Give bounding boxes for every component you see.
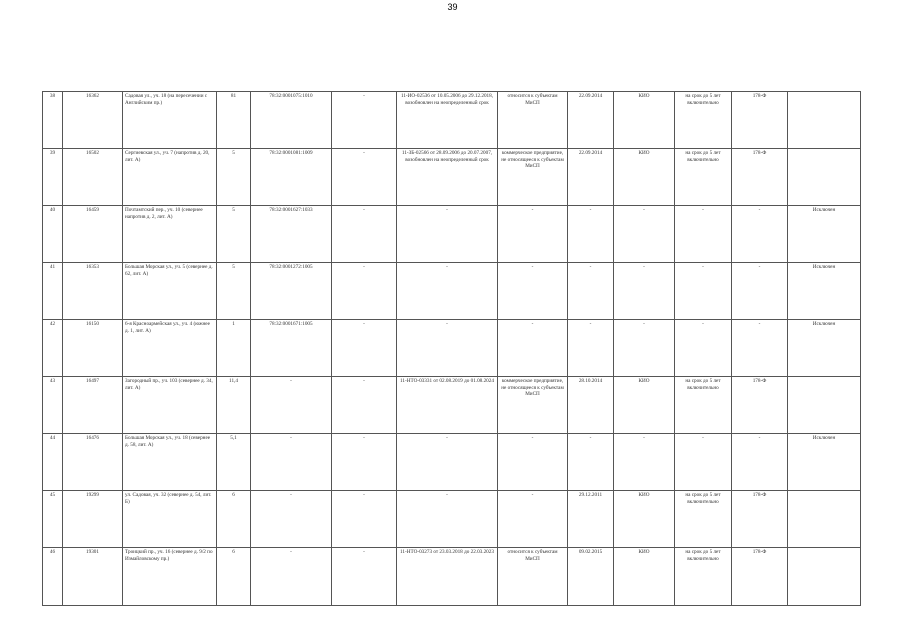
area-cell: 6 <box>217 491 251 548</box>
term-cell: на срок до 5 лет включительно <box>675 491 732 548</box>
organization-cell: КИО <box>614 377 675 434</box>
term-cell: на срок до 5 лет включительно <box>675 377 732 434</box>
organization-cell: - <box>614 434 675 491</box>
law-cell: - <box>732 206 788 263</box>
date-cell: 29.12.2011 <box>568 491 614 548</box>
table-row <box>43 263 861 320</box>
contract-cell: - <box>397 320 498 377</box>
contract-cell: 11-ЗБ-02566 от 28.09.2006 до 20.07.2007, возобновлен на неопределенный срок <box>397 149 498 206</box>
organization-cell: КИО <box>614 548 675 606</box>
tenant-status-cell: коммерческое предприятие, не относящееся к субъектам МиСП <box>498 377 568 434</box>
area-cell: 11,4 <box>217 377 251 434</box>
address-cell: Садовая ул., уч. 18 (на пересечении с Английским пр.) <box>123 92 217 149</box>
row-number: 43 <box>43 377 63 434</box>
organization-cell: - <box>614 320 675 377</box>
note-cell: Исключен <box>788 206 861 263</box>
law-cell: - <box>732 263 788 320</box>
term-cell: - <box>675 263 732 320</box>
term-cell: - <box>675 320 732 377</box>
contract-cell: 11-НТО-03273 от 23.03.2018 до 22.03.2023 <box>397 548 498 606</box>
area-cell: 5 <box>217 263 251 320</box>
row-number: 42 <box>43 320 63 377</box>
table-row <box>43 491 861 548</box>
law-cell: - <box>732 434 788 491</box>
date-cell: 09.02.2015 <box>568 548 614 606</box>
row-number: 44 <box>43 434 63 491</box>
note-cell: Исключен <box>788 263 861 320</box>
contract-cell: 11-НТО-03331 от 02.08.2019 до 01.08.2024 <box>397 377 498 434</box>
term-cell: - <box>675 206 732 263</box>
date-cell: - <box>568 434 614 491</box>
table-row <box>43 320 861 377</box>
object-id: 19301 <box>63 548 123 606</box>
note-cell <box>788 491 861 548</box>
date-cell: 22.09.2014 <box>568 149 614 206</box>
law-cell: 178-Ф <box>732 491 788 548</box>
area-cell: 81 <box>217 92 251 149</box>
law-cell: - <box>732 320 788 377</box>
tenant-status-cell: относится к субъектам МиСП <box>498 92 568 149</box>
cadastral-number-cell: 78:32:0001671:1005 <box>251 320 332 377</box>
address-cell: 6-я Красноармейская ул., уч. 4 (южнее д. 1, лит. А) <box>123 320 217 377</box>
contract-cell: - <box>397 434 498 491</box>
area-cell: 6 <box>217 548 251 606</box>
term-cell: на срок до 5 лет включительно <box>675 92 732 149</box>
address-cell: Большая Морская ул., уч. 5 (севернее д. 62, лит. А) <box>123 263 217 320</box>
date-cell: - <box>568 320 614 377</box>
cadastral-number-cell: - <box>251 548 332 606</box>
table-row <box>43 377 861 434</box>
row-number: 41 <box>43 263 63 320</box>
row-number: 40 <box>43 206 63 263</box>
note-cell <box>788 92 861 149</box>
row-number: 46 <box>43 548 63 606</box>
organization-cell: КИО <box>614 491 675 548</box>
date-cell: - <box>568 206 614 263</box>
column-5-cell: - <box>332 149 397 206</box>
contract-cell: - <box>397 206 498 263</box>
column-5-cell: - <box>332 263 397 320</box>
address-cell: ул. Садовая, уч. 32 (севернее д. 54, лит. Б) <box>123 491 217 548</box>
note-cell <box>788 149 861 206</box>
table-row <box>43 548 861 606</box>
column-5-cell: - <box>332 377 397 434</box>
date-cell: - <box>568 263 614 320</box>
law-cell: 178-Ф <box>732 92 788 149</box>
tenant-status-cell: - <box>498 434 568 491</box>
object-id: 16497 <box>63 377 123 434</box>
area-cell: 5 <box>217 206 251 263</box>
column-5-cell: - <box>332 491 397 548</box>
row-number: 45 <box>43 491 63 548</box>
address-cell: Загородный пр., уч. 103 (севернее д. 34, лит. А) <box>123 377 217 434</box>
row-number: 38 <box>43 92 63 149</box>
table-row <box>43 92 861 149</box>
tenant-status-cell: - <box>498 320 568 377</box>
area-cell: 5,1 <box>217 434 251 491</box>
contract-cell: - <box>397 263 498 320</box>
column-5-cell: - <box>332 92 397 149</box>
object-id: 16353 <box>63 263 123 320</box>
object-id: 16459 <box>63 206 123 263</box>
date-cell: 22.09.2014 <box>568 92 614 149</box>
cadastral-number-cell: 78:32:0001075:1010 <box>251 92 332 149</box>
tenant-status-cell: - <box>498 491 568 548</box>
law-cell: 178-Ф <box>732 149 788 206</box>
address-cell: Сергиевская ул., уч. 7 (напротив д. 20, лит. А) <box>123 149 217 206</box>
term-cell: на срок до 5 лет включительно <box>675 149 732 206</box>
address-cell: Большая Морская ул., уч. 18 (севернее д. 58, лит. А) <box>123 434 217 491</box>
table-row <box>43 206 861 263</box>
address-cell: Троицкий пр., уч. 16 (севернее д. 9/2 по Измайловскому пр.) <box>123 548 217 606</box>
cadastral-number-cell: - <box>251 434 332 491</box>
law-cell: 178-Ф <box>732 377 788 434</box>
object-id: 16476 <box>63 434 123 491</box>
term-cell: на срок до 5 лет включительно <box>675 548 732 606</box>
cadastral-number-cell: - <box>251 377 332 434</box>
tenant-status-cell: - <box>498 206 568 263</box>
organization-cell: КИО <box>614 149 675 206</box>
column-5-cell: - <box>332 320 397 377</box>
contract-cell: 11-ИО-02536 от 10.05.2006 до 29.12.2018, возобновлен на неопределенный срок <box>397 92 498 149</box>
note-cell <box>788 548 861 606</box>
object-id: 16362 <box>63 92 123 149</box>
cadastral-number-cell: 78:32:0001272:1005 <box>251 263 332 320</box>
table-row <box>43 149 861 206</box>
object-id: 16150 <box>63 320 123 377</box>
contract-cell: - <box>397 491 498 548</box>
note-cell: Исключен <box>788 320 861 377</box>
column-5-cell: - <box>332 206 397 263</box>
area-cell: 1 <box>217 320 251 377</box>
column-5-cell: - <box>332 548 397 606</box>
tenant-status-cell: относится к субъектам МиСП <box>498 548 568 606</box>
cadastral-number-cell: 78:32:0001081:1009 <box>251 149 332 206</box>
organization-cell: - <box>614 263 675 320</box>
organization-cell: - <box>614 206 675 263</box>
law-cell: 178-Ф <box>732 548 788 606</box>
column-5-cell: - <box>332 434 397 491</box>
page-number: 39 <box>447 2 458 12</box>
note-cell: Исключен <box>788 434 861 491</box>
term-cell: - <box>675 434 732 491</box>
registry-table <box>42 91 861 606</box>
organization-cell: КИО <box>614 92 675 149</box>
date-cell: 28.10.2014 <box>568 377 614 434</box>
area-cell: 5 <box>217 149 251 206</box>
tenant-status-cell: - <box>498 263 568 320</box>
cadastral-number-cell: 78:32:0001627:1033 <box>251 206 332 263</box>
object-id: 19299 <box>63 491 123 548</box>
table-row <box>43 434 861 491</box>
tenant-status-cell: коммерческое предприятие, не относящееся к субъектам МиСП <box>498 149 568 206</box>
object-id: 16502 <box>63 149 123 206</box>
row-number: 39 <box>43 149 63 206</box>
address-cell: Почтамтский пер., уч. 10 (севернее напротив д. 2, лит. А) <box>123 206 217 263</box>
note-cell <box>788 377 861 434</box>
cadastral-number-cell: - <box>251 491 332 548</box>
